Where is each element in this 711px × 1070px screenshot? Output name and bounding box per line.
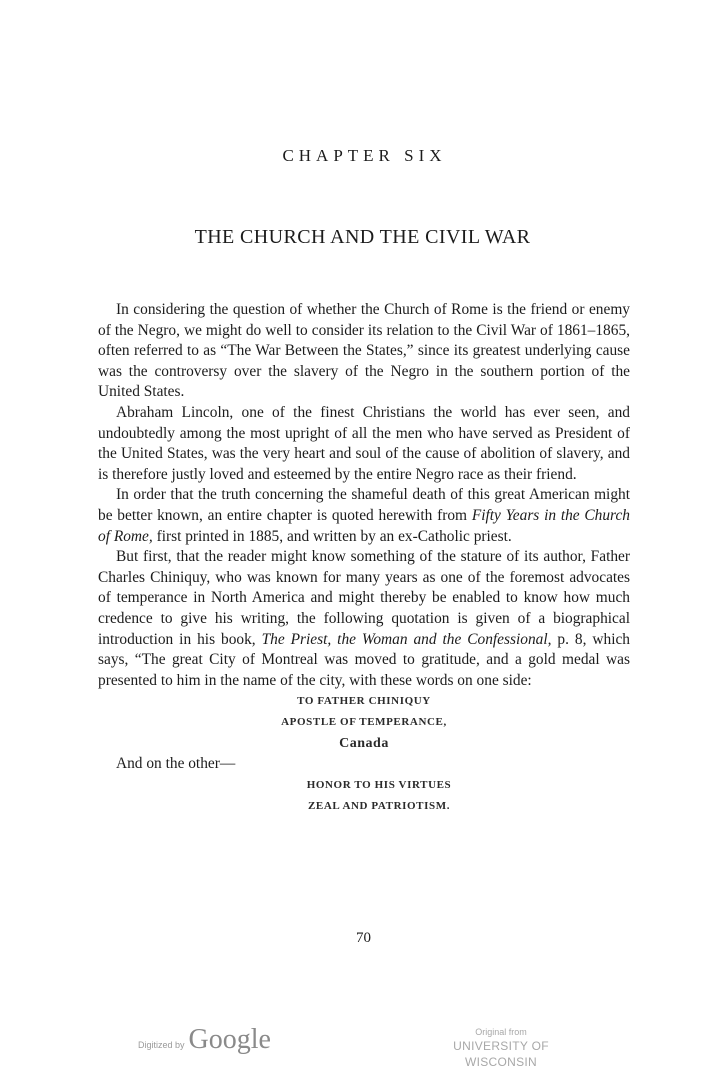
paragraph-4	[98, 547, 630, 691]
digitized-by-google-watermark	[138, 1024, 271, 1056]
page-number: 70	[356, 930, 371, 946]
chapter-title: THE CHURCH AND THE CIVIL WAR	[194, 226, 531, 248]
original-from-watermark	[420, 1026, 582, 1070]
paragraph-3	[98, 485, 630, 547]
book-title-fifty-years: Fifty Years in the Church of Rome,	[98, 506, 630, 545]
medal-line: TO FATHER CHINIQUY	[297, 695, 431, 708]
paragraph-1: In considering the question of whether the Church of Rome is the friend or enemy of the Negro, we might do well to consider its relation to the Civil War of 1861–1865, often referred to as “The War Between the States,” since its greatest underlying cause was the controversy over the slavery of the Negro in the southern portion of the United States.	[98, 301, 630, 401]
body-text	[98, 300, 630, 817]
paragraph-4-text-a: But first, that the reader might know something of the stature of its author, Father Charles Chiniquy, who was known for many years as one of the foremost advocates of temperance in North America and might thereby be enabled to know how much credence to give his writing, the following quotation is given of a biographical introduction in his book,	[98, 548, 630, 648]
digitized-by-label: Digitized by	[138, 1040, 185, 1050]
medal-line: HONOR TO HIS VIRTUES	[306, 778, 452, 791]
paragraph-3-text-a: In order that the truth concerning the shameful death of this great American might be better known, an entire chapter is quoted herewith from	[98, 486, 630, 524]
university-label: UNIVERSITY OF WISCONSIN	[453, 1039, 549, 1069]
google-logo: Google	[188, 1024, 271, 1055]
paragraph-4-text-b: p. 8, which says, “The great City of Montreal was moved to gratitude, and a gold medal was presented to him in the name of the city, with these words on one side:	[98, 630, 630, 689]
paragraph-2: Abraham Lincoln, one of the finest Christians the world has ever seen, and undoubtedly among the most upright of all the men who have served as President of the United States, was the very heart and soul of the cause of abolition of slavery, and is therefore justly loved and esteemed by the entire Negro race as their friend.	[98, 403, 630, 483]
chapter-label: CHAPTER SIX	[282, 146, 447, 165]
medal-line: ZEAL AND PATRIOTISM.	[307, 799, 451, 812]
medal-inscription-side-one	[98, 691, 630, 754]
medal-inscription-side-two	[98, 775, 630, 817]
medal-line: APOSTLE OF TEMPERANCE,	[281, 716, 447, 729]
and-on-the-other: And on the other—	[116, 755, 236, 773]
medal-line: Canada	[339, 736, 389, 752]
book-title-priest-woman-confessional: The Priest, the Woman and the Confessional,	[261, 630, 552, 648]
paragraph-3-text-b: first printed in 1885, and written by an ex-Catholic priest.	[152, 527, 512, 545]
original-from-label: Original from	[475, 1027, 527, 1037]
